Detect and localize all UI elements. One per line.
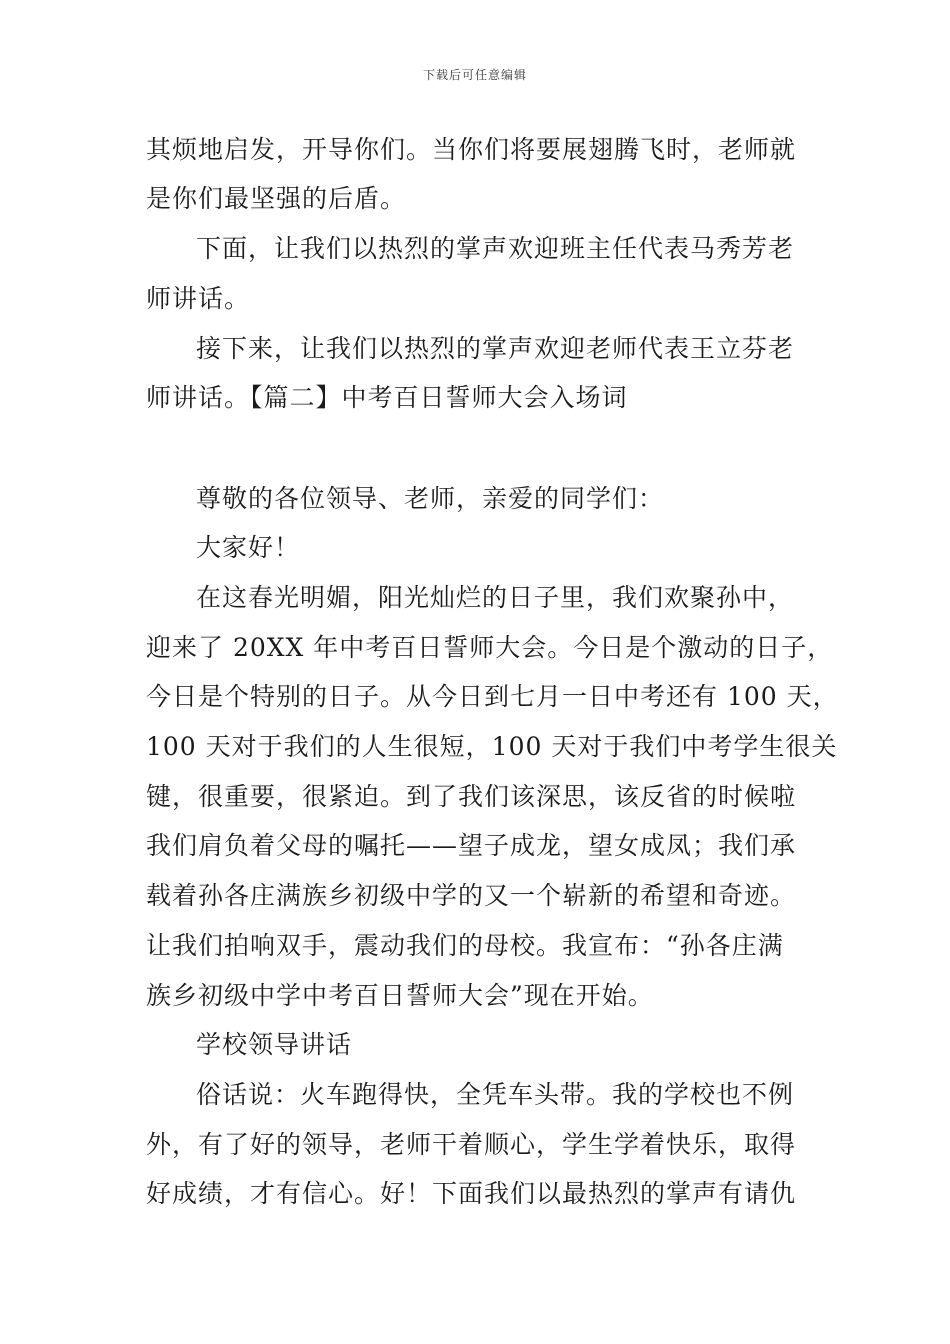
text-line: 学校领导讲话 <box>196 1030 353 1059</box>
text-line: 师讲话。 <box>146 284 251 313</box>
text-line: 迎来了 20XX 年中考百日誓师大会。今日是个激动的日子， <box>146 633 834 662</box>
text-line: 在这春光明媚，阳光灿烂的日子里，我们欢聚孙中， <box>196 583 795 612</box>
text-line: 大家好！ <box>196 533 301 562</box>
text-line: 其烦地启发，开导你们。当你们将要展翅腾飞时，老师就 <box>146 135 797 164</box>
text-line: 好成绩，才有信心。好！下面我们以最热烈的掌声有请仇 <box>146 1179 797 1208</box>
text-line: 让我们拍响双手，震动我们的母校。我宣布：“孙各庄满 <box>146 931 784 960</box>
text-line: 师讲话。【篇二】中考百日誓师大会入场词 <box>146 383 628 412</box>
text-line: 尊敬的各位领导、老师，亲爱的同学们： <box>196 484 665 513</box>
text-line: 外，有了好的领导，老师干着顺心，学生学着快乐，取得 <box>146 1130 797 1159</box>
text-line: 100 天对于我们的人生很短，100 天对于我们中考学生很关 <box>146 732 838 761</box>
text-line: 是你们最坚强的后盾。 <box>146 184 407 213</box>
text-line: 下面，让我们以热烈的掌声欢迎班主任代表马秀芳老 <box>196 234 795 263</box>
text-line: 键，很重要，很紧迫。到了我们该深思，该反省的时候啦 <box>146 782 797 811</box>
text-line: 我们肩负着父母的嘱托——望子成龙，望女成凤；我们承 <box>146 831 797 860</box>
text-line: 族乡初级中学中考百日誓师大会”现在开始。 <box>146 981 654 1010</box>
text-line: 今日是个特别的日子。从今日到七月一日中考还有 100 天， <box>146 682 839 711</box>
text-line: 俗话说：火车跑得快，全凭车头带。我的学校也不例 <box>196 1080 795 1109</box>
text-line: 载着孙各庄满族乡初级中学的又一个崭新的希望和奇迹。 <box>146 881 797 910</box>
page-header: 下载后可任意编辑 <box>422 68 527 82</box>
text-line: 接下来，让我们以热烈的掌声欢迎老师代表王立芬老 <box>196 334 795 363</box>
